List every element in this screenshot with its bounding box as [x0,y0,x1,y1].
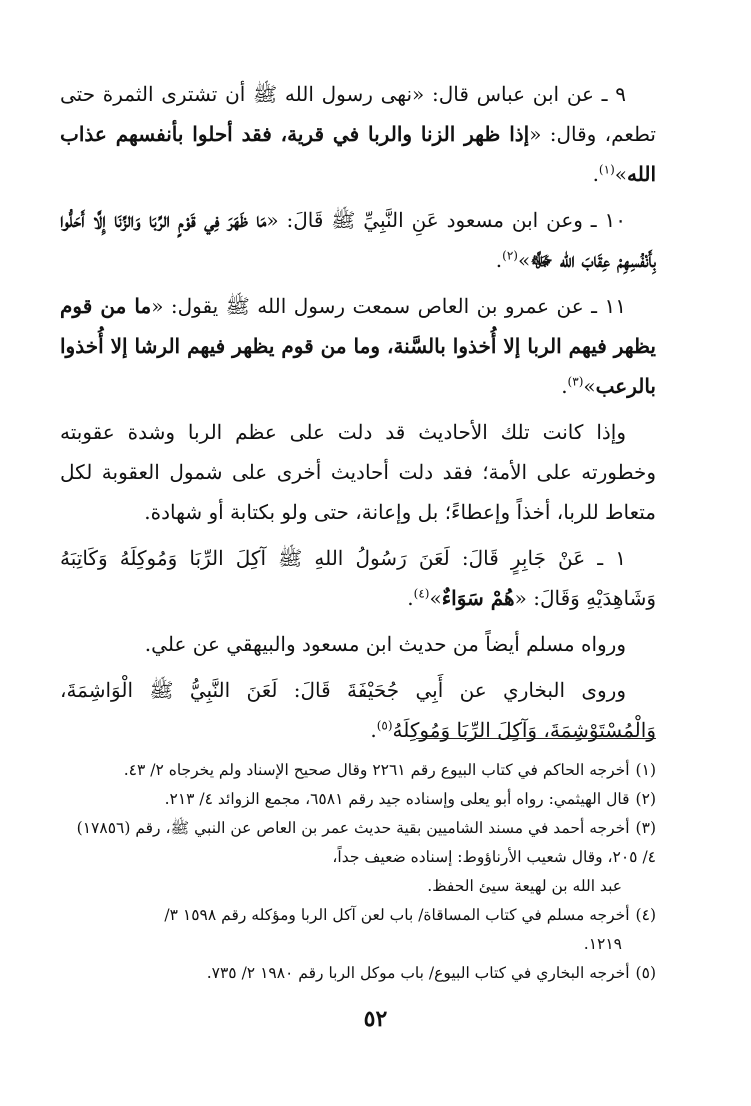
hadith-11-intro: ١١ ـ عن عمرو بن العاص سمعت رسول الله ﷺ يقول: « [151,294,626,318]
hadith-9-end: . [592,162,599,186]
footnote-5-number: (٥) [635,964,656,982]
footnotes [60,756,656,988]
footnote-1-text: أخرجه الحاكم في كتاب البيوع رقم ٢٢٦١ وقال صحيح الإسناد ولم يخرجاه ٢/ ٤٣. [123,761,630,779]
hadith-11-quote: ما من قوم يظهر فيهم الربا إلا أُخذوا بالسَّنة، وما من قوم يظهر فيهم الرشا إلا أُخذوا بالرعب [60,294,656,398]
footnote-ref-1: (١) [598,162,615,177]
hadith-jabir-end: . [407,586,414,610]
hadith-jabir [60,538,656,618]
muslim-note: ورواه مسلم أيضاً من حديث ابن مسعود والبيهقي عن علي. [144,632,626,656]
bukhari-end: . [370,718,377,742]
hadith-9 [60,74,656,194]
page-number: ٥٢ [363,1006,388,1032]
hadith-11-end: . [561,374,568,398]
hadith-jabir-intro: ١ ـ عَنْ جَابِرٍ قَالَ: لَعَنَ رَسُولُ اللهِ ﷺ آكِلَ الرِّبَا وَمُوكِلَهُ وَكَاتِبَهُ وَشَاهِدَيْهِ وَقَالَ: « [60,546,656,610]
hadith-jabir-close: » [429,586,442,610]
footnote-3-continuation: عبد الله بن لهيعة سيئ الحفظ. [427,877,622,895]
hadith-11-close: » [583,374,596,398]
footnote-2-number: (٢) [635,790,656,808]
hadith-9-close: » [614,162,627,186]
hadith-10-intro: ١٠ ـ وعن ابن مسعود عَنِ النَّبِيِّ ﷺ قَالَ: « [266,208,626,232]
footnote-5 [60,959,656,988]
footnote-3 [60,814,656,872]
hadith-11 [60,286,656,406]
hadith-10-quote: مَا ظَهَرَ فِي قَوْمٍ الرِّبَا وَالزِّنَا إِلَّا أَحَلُّوا بِأَنْفُسِهِمْ عِقَابَ الله ﷻ [60,208,656,272]
hadith-jabir-quote: هُمْ سَوَاءٌ [441,586,515,610]
footnote-ref-2: (٢) [502,248,518,263]
transition-paragraph: وإذا كانت تلك الأحاديث قد دلت على عظم الربا وشدة عقوبته وخطورته على الأمة؛ فقد دلت أحاديث أخرى على شمول العقوبة لكل متعاط للربا، أخذاً وإعطاءً؛ بل وإعانة، حتى ولو بكتابة أو شهادة. [60,420,656,524]
footnote-ref-3: (٣) [567,374,584,389]
footnote-ref-4: (٤) [413,586,430,601]
footnote-4-number: (٤) [635,906,656,924]
hadith-9-quote: إذا ظهر الزنا والربا في قرية، فقد أحلوا بأنفسهم عذاب الله [60,122,656,186]
hadith-9-intro: ٩ ـ عن ابن عباس قال: «نهى رسول الله ﷺ أن تشترى الثمرة حتى تطعم، وقال: « [60,82,657,146]
footnote-2 [60,785,656,814]
footnote-5-text: أخرجه البخاري في كتاب البيوع/ باب موكل الربا رقم ١٩٨٠ ٢/ ٧٣٥. [206,964,630,982]
footnote-ref-5: (٥) [376,718,393,733]
bukhari-text: وروى البخاري عن أَبِي جُحَيْفَةَ قَالَ: لَعَنَ النَّبِيُّ ﷺ الْوَاشِمَةَ، وَالْمُسْتَوْشِمَةَ، وَآكِلَ الرِّبَا وَمُوكِلَهُ [60,678,656,742]
footnote-1 [60,756,656,785]
footnote-4 [60,901,656,930]
footnote-1-number: (١) [635,761,656,779]
main-text [60,74,656,756]
footnote-4-continuation: ١٢١٩. [583,935,622,953]
footnote-4-text: أخرجه مسلم في كتاب المساقاة/ باب لعن آكل الربا ومؤكله رقم ١٥٩٨ ٣/ [164,906,630,924]
footnote-2-text: قال الهيثمي: رواه أبو يعلى وإسناده جيد رقم ٦٥٨١، مجمع الزوائد ٤/ ٢١٣. [164,790,630,808]
footnote-separator [416,738,656,739]
hadith-10-close: » [517,248,531,272]
hadith-10-end: . [495,248,503,272]
hadith-10 [60,200,656,280]
footnote-3-text: أخرجه أحمد في مسند الشاميين بقية حديث عمر بن العاص عن النبي ﷺ، رقم (١٧٨٥٦) ٤/ ٢٠٥، وقال شعيب الأرناؤوط: إسناده ضعيف جداً، [76,819,656,866]
footnote-3-number: (٣) [635,819,656,837]
